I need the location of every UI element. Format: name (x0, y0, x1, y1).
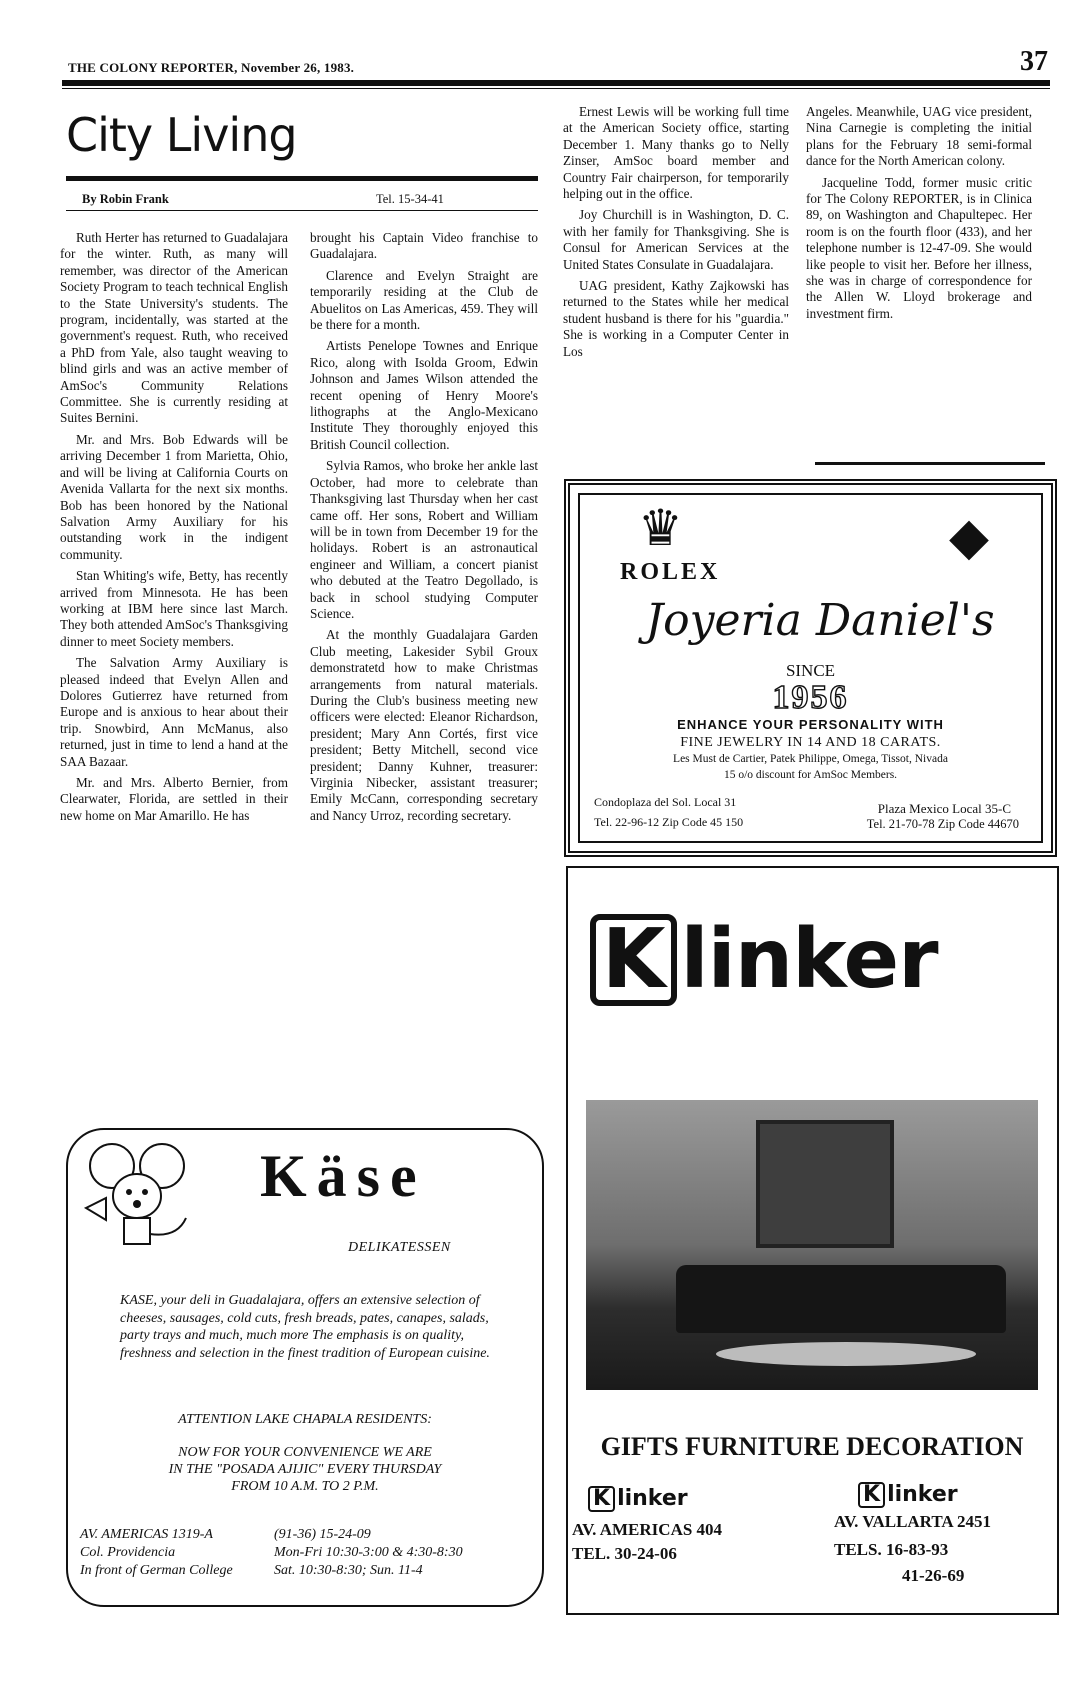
address-1: Condoplaza del Sol. Local 31 (594, 795, 737, 809)
diamond-icon: ◆ (949, 509, 989, 566)
kase-contact-hours (274, 1526, 463, 1580)
paragraph: Jacqueline Todd, former music critic for The Colony REPORTER, is in Clinica 89, on Washington and Chapultepec. Her room is on the fourth floor (433), and her telephone number is 12-47-09. She would like people to visit her. Before her illness, she was in charge of correspondence for the Allen W. Lloyd brokerage and investment firm. (806, 174, 1032, 321)
klinker-logo-small (858, 1482, 958, 1508)
logo-k-box: K (858, 1482, 885, 1508)
byline: By Robin Frank (82, 192, 169, 206)
klinker-logo (590, 912, 938, 1007)
attention-heading: ATTENTION LAKE CHAPALA RESIDENTS: (178, 1412, 432, 1427)
paragraph: Ruth Herter has returned to Guadalajara for the winter. Ruth, as many will remember, was director of the American Society Program to teach technical English to the State University's students. The program, incidentally, was started at the government's request. Ruth, who received a PhD from Yale, also taught weaving to blind girls and was an active member of AmSoc's Community Relations Committee. She is currently residing at Suites Bernini. (60, 230, 288, 426)
column-end-rule (815, 462, 1045, 465)
rolex-brand: ROLEX (620, 559, 721, 585)
store1-phone: TEL. 30-24-06 (572, 1544, 677, 1563)
logo-k-box: K (588, 1486, 615, 1512)
notice-line-1: NOW FOR YOUR CONVENIENCE WE ARE (178, 1445, 432, 1460)
article-column-2 (310, 230, 538, 829)
article-column-1 (60, 230, 288, 829)
notice-line-2: IN THE "POSADA AJIJIC" EVERY THURSDAY (168, 1462, 442, 1477)
slogan-line-2: FINE JEWELRY IN 14 AND 18 CARATS. (680, 735, 941, 750)
kase-logo: Käse (260, 1143, 427, 1209)
page-header (60, 46, 1050, 82)
byline-rule (66, 210, 538, 211)
address-line-3: In front of German College (80, 1563, 233, 1578)
brand-list: Les Must de Cartier, Patek Philippe, Omega, Tissot, Nivada (673, 753, 948, 765)
header-rule (62, 80, 1050, 86)
store1-address: AV. AMERICAS 404 (572, 1520, 723, 1539)
since-label: SINCE (785, 661, 836, 680)
paragraph: Mr. and Mrs. Bob Edwards will be arriving December 1 from Marietta, Ohio, and will be living at California Courts on Avenida Vallarta for the next six months. Bob has been honored by the National Salvation Army Auxiliary for his outstanding work in the indigent community. (60, 431, 288, 562)
notice-line-3: FROM 10 A.M. TO 2 P.M. (231, 1479, 379, 1494)
discount-note: 15 o/o discount for AmSoc Members. (723, 769, 898, 781)
address-line-1: AV. AMERICAS 1319-A (80, 1527, 213, 1542)
furniture-photo (586, 1100, 1038, 1390)
header-rule-thin (62, 88, 1050, 89)
store2-address: AV. VALLARTA 2451 (834, 1512, 992, 1531)
phone-2: Tel. 21-70-78 Zip Code 44670 (866, 817, 1019, 831)
logo-text: linker (680, 912, 938, 1007)
chapala-notice (68, 1444, 542, 1495)
hours-weekday: Mon-Fri 10:30-3:00 & 4:30-8:30 (274, 1545, 463, 1560)
paragraph: brought his Captain Video franchise to Guadalajara. (310, 230, 538, 262)
article-column-3 (563, 104, 789, 365)
kase-address (80, 1526, 233, 1580)
byline-telephone: Tel. 15-34-41 (376, 192, 444, 206)
address-2: Plaza Mexico Local 35-C (877, 801, 1011, 816)
paragraph: Clarence and Evelyn Straight are temporarily residing at the Club de Abuelitos on Las Americas, 459. They will be there for a month. (310, 267, 538, 333)
section-title: City Living (66, 108, 297, 162)
coffee-table-image (716, 1342, 976, 1366)
paragraph: Joy Churchill is in Washington, D. C. with her family for Thanksgiving. She is Consul for American Services at the United States Consulate in Guadalajara. (563, 207, 789, 272)
paragraph: The Salvation Army Auxiliary is pleased indeed that Evelyn Allen and Dolores Gutierrez have returned from Europe and is anxious to hear about their trip. Snowbird, Ann McManus, also returned, just in time to lend a hand at the SAA Bazaar. (60, 655, 288, 769)
slogan-line-1: ENHANCE YOUR PERSONALITY WITH (677, 717, 944, 732)
kase-description: KASE, your deli in Guadalajara, offers an extensive selection of cheeses, sausages, cold cuts, fresh breads, pates, canapes, salads, party trays and much, much more The emphasis is on quality, freshness and selection in the finest tradition of European cuisine. (120, 1293, 490, 1361)
paragraph: UAG president, Kathy Zajkowski has returned to the States while her medical student husband is there for his "guardia." She is working in a Computer Center in Los (563, 278, 789, 359)
klinker-tagline: GIFTS FURNITURE DECORATION (600, 1432, 1024, 1461)
paragraph: Sylvia Ramos, who broke her ankle last October, had more to celebrate than Thanksgiving last Thursday when her cast came off. Her sons, Robert and William will be in town from December 19 for the holidays. Robert is an astronautical engineer and William, a concert pianist who debuted at the Teatro Degollado, is back in school studying Computer Science. (310, 458, 538, 621)
paragraph: Ernest Lewis will be working full time at the American Society office, starting December 1. Many thanks go to Nelly Zinser, AmSoc board member and Country Fair chairperson, for temporarily helping out in the office. (563, 104, 789, 202)
page-number: 37 (1020, 46, 1048, 77)
kase-phone: (91-36) 15-24-09 (274, 1527, 371, 1542)
store-name: Joyeria Daniel's (645, 595, 995, 646)
address-line-2: Col. Providencia (80, 1545, 176, 1560)
newspaper-dateline: THE COLONY REPORTER, November 26, 1983. (68, 60, 355, 75)
kase-subtitle: DELIKATESSEN (348, 1240, 451, 1255)
title-rule (66, 176, 538, 181)
joyeria-daniels-ad (564, 479, 1057, 857)
logo-text: linker (887, 1482, 958, 1507)
mouse-mascot-illustration (82, 1138, 192, 1248)
since-year: 1956 (772, 679, 849, 716)
store2-phone-2: 41-26-69 (902, 1566, 965, 1585)
article-column-4 (806, 104, 1032, 327)
phone-1: Tel. 22-96-12 Zip Code 45 150 (594, 815, 744, 829)
paragraph: Artists Penelope Townes and Enrique Rico, along with Isolda Groom, Edwin Johnson and James Wilson attended the recent opening of Henry Moore's lithographs at the Anglo-Mexicano Institute They thoroughly enjoyed this British Council collection. (310, 338, 538, 452)
crown-icon: ♛ (638, 500, 683, 556)
paragraph: At the monthly Guadalajara Garden Club meeting, Lakesider Sybil Groux demonstratetd how to make Christmas arrangements from natural materials. During the Club's business meeting new officers were elected: Eleanor Richardson, president; Mary Ann Cortés, first vice president; Betty Mitchell, second vice president; Danny Kuhner, treasurer: Virginia Nibecker, assistant treasurer; Emily McCann, corresponding secretary and Nancy Urroz, recording secretary. (310, 627, 538, 823)
paragraph: Stan Whiting's wife, Betty, has recently arrived from Minnesota. He has been working at IBM here since last March. They both attended AmSoc's Thanksgiving dinner to meet Society members. (60, 568, 288, 649)
sofa-image (676, 1265, 1006, 1333)
painting-image (756, 1120, 894, 1248)
paragraph: Mr. and Mrs. Alberto Bernier, from Clearwater, Florida, are settled in their new home on Mar Amarillo. He has (60, 775, 288, 823)
logo-k-box: K (590, 914, 677, 1006)
klinker-logo-small (588, 1486, 688, 1512)
klinker-ad (566, 866, 1059, 1615)
kase-delikatessen-ad (66, 1128, 544, 1607)
hours-weekend: Sat. 10:30-8:30; Sun. 11-4 (274, 1563, 423, 1578)
logo-text: linker (617, 1486, 688, 1511)
paragraph: Angeles. Meanwhile, UAG vice president, Nina Carnegie is completing the initial plans for the February 18 semi-formal dance for the North American colony. (806, 104, 1032, 169)
ad-inner-frame (578, 493, 1043, 843)
store2-phone: TELS. 16-83-93 (834, 1540, 949, 1559)
